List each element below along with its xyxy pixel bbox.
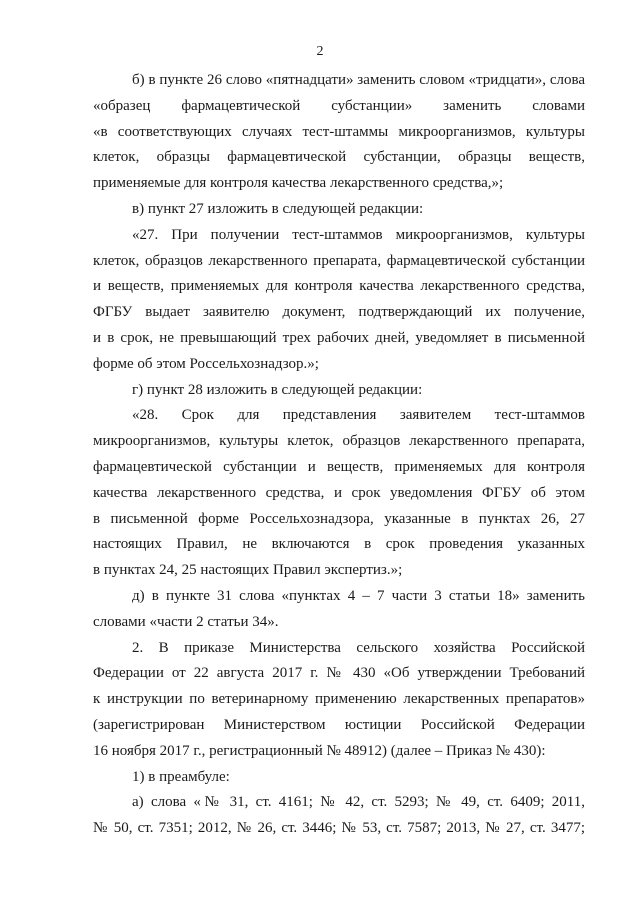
text-line: Федерации от 22 августа 2017 г. № 430 «Об утверждении Требований [93, 665, 585, 682]
document-body [93, 68, 585, 842]
text-line: применяемые для контроля качества лекарственного средства,»; [93, 175, 504, 192]
text-line: «28. Срок для представления заявителем тест-штаммов [132, 407, 585, 424]
text-line: словами «части 2 статьи 34». [93, 613, 279, 630]
text-line: № 50, ст. 7351; 2012, № 26, ст. 3446; № 53, ст. 7587; 2013, № 27, ст. 3477; [93, 820, 585, 837]
text-line: «в соответствующих случаях тест-штаммы микроорганизмов, культуры [93, 123, 585, 140]
text-line: б) в пункте 26 слово «пятнадцати» заменить словом «тридцати», слова [132, 72, 585, 88]
text-line: в письменной форме Россельхознадзора, указанные в пунктах 26, 27 [93, 510, 585, 527]
text-line: фармацевтической субстанции и веществ, применяемых для контроля [93, 458, 585, 475]
text-line: 16 ноября 2017 г., регистрационный № 48912) (далее – Приказ № 430): [93, 742, 546, 759]
text-line: клеток, образцы фармацевтической субстанции, образцы веществ, [93, 149, 585, 166]
text-line: г) пункт 28 изложить в следующей редакции: [132, 381, 423, 398]
text-line: (зарегистрирован Министерством юстиции Российской Федерации [93, 716, 585, 733]
text-line: 1) в преамбуле: [132, 768, 230, 785]
text-line: д) в пункте 31 слова «пунктах 4 – 7 части 3 статьи 18» заменить [132, 587, 585, 604]
text-line: а) слова «№ 31, ст. 4161; № 42, ст. 5293; № 49, ст. 6409; 2011, [132, 794, 585, 811]
text-line: и веществ, применяемых для контроля качества лекарственного средства, [93, 278, 585, 295]
text-line: клеток, образцов лекарственного препарата, фармацевтической субстанции [93, 252, 585, 269]
text-line: «образец фармацевтической субстанции» заменить словами [93, 97, 585, 114]
text-line: настоящих Правил, не включаются в срок проведения указанных [93, 536, 585, 553]
page-number: 2 [316, 44, 324, 59]
text-line: в) пункт 27 изложить в следующей редакции: [132, 200, 424, 217]
text-line: форме об этом Россельхознадзор.»; [93, 355, 319, 372]
text-line: и в срок, не превышающий трех рабочих дней, уведомляет в письменной [93, 329, 585, 346]
text-line: микроорганизмов, культуры клеток, образцов лекарственного препарата, [93, 433, 585, 450]
text-line: к инструкции по ветеринарному применению лекарственных препаратов» [93, 691, 585, 708]
text-line: ФГБУ выдает заявителю документ, подтверждающий их получение, [93, 304, 585, 321]
text-line: 2. В приказе Министерства сельского хозяйства Российской [132, 639, 585, 656]
text-line: в пунктах 24, 25 настоящих Правил экспертиз.»; [93, 562, 403, 579]
text-line: качества лекарственного средства, и срок уведомления ФГБУ об этом [93, 484, 585, 501]
text-line: «27. При получении тест-штаммов микроорганизмов, культуры [132, 226, 585, 243]
